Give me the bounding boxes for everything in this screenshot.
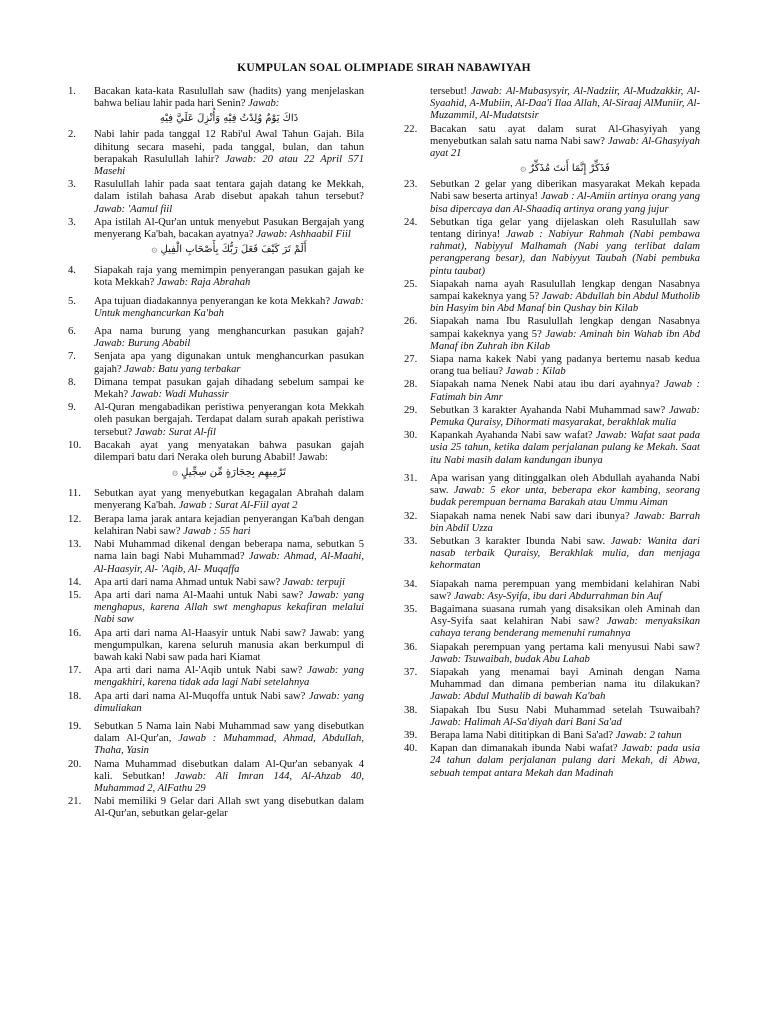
question-text: Apa nama burung yang menghancurkan pasukan gajah? Jawab: Burung Ababil [94, 326, 364, 350]
question-text: Siapakah nama nenek Nabi saw dari ibunya? Jawab: Barrah bin Abdil Uzza [430, 510, 700, 534]
answer-text: Jawab : Fatimah bin Amr [430, 379, 700, 403]
question-item [68, 514, 364, 538]
question-item [404, 217, 700, 278]
question-item [404, 430, 700, 467]
question-number: 15. [68, 589, 82, 601]
answer-text: Jawab : Kilab [505, 366, 566, 378]
question-item [68, 217, 364, 241]
question-number: 11. [68, 488, 81, 500]
question-text: Apa tujuan diadakannya penyerangan ke kota Mekkah? Jawab: Untuk menghancurkan Ka'bah [94, 295, 364, 319]
question-item [68, 691, 364, 715]
question-item [68, 326, 364, 350]
question-text: Siapakah yang menamai bayi Aminah dengan Nama Muhammad dan dimana pemberian nama itu dilakukan? Jawab: Abdul Muthalib di bawah Ka'bah [430, 666, 700, 703]
question-text: Siapakah Ibu Susu Nabi Muhammad setelah Tsuwaibah? Jawab: Halimah Al-Sa'diyah dari Bani Sa'ad [430, 704, 700, 728]
question-number: 19. [68, 720, 82, 732]
question-number: 12. [68, 513, 82, 525]
question-item [68, 539, 364, 576]
question-text: Apa arti dari nama Al-Muqoffa untuk Nabi saw? Jawab: yang dimuliakan [94, 690, 364, 714]
answer-text: Jawab: 20 atau 22 April 571 Masehi [94, 153, 364, 178]
answer-text: Jawab : Nabiyur Rahmah (Nabi pembawa rahmat), Nabiyyul Malhamah (Nabi yang terlibat dalam perangperang besar), dan Nabiyyut Taubah (Nabi pembuka pintu taubat) [430, 229, 700, 277]
question-text: Sebutkan 3 karakter Ayahanda Nabi Muhammad saw? Jawab: Pemuka Quraisy, Dihormati masyarakat, berakhlak mulia [430, 404, 700, 429]
answer-text: Jawab : Surat Al-Fiil ayat 2 [178, 500, 298, 512]
question-number: 24. [404, 216, 418, 228]
question-number: 33. [404, 535, 418, 547]
answer-text: Jawab : 55 hari [183, 525, 251, 537]
question-number: 30. [404, 430, 418, 442]
question-number: 32. [404, 510, 418, 522]
answer-text: Jawab: Raja Abrahah [156, 277, 251, 289]
question-number: 29. [404, 404, 418, 416]
answer-text: Jawab: Ali Imran 144, Al-Ahzab 40, Muhammad 2, AlFathu 29 [94, 770, 364, 794]
answer-text: Jawab : Muhammad, Ahmad, Abdullah, Thaha, Yasin [94, 733, 364, 757]
answer-text: Jawab: pada usia 24 tahun dalam perjalanan pulang dari Mekah, di Abwa, sebuah tempat antara Mekah dan Madinah [430, 743, 700, 779]
question-number: 8. [68, 376, 76, 388]
question-text: Dimana tempat pasukan gajah dihadang sebelum sampai ke Mekah? Jawab: Wadi Muhassir [94, 376, 364, 401]
arabic-verse: فَذَكِّرْ إِنَّمَا أَنتَ مُذَكِّرٌ ۞ [520, 163, 610, 175]
question-text: Nabi memiliki 9 Gelar dari Allah swt yang disebutkan dalam Al-Qur'an, sebutkan gelar-gelar [94, 796, 364, 820]
question-text: Siapakah perempuan yang pertama kali menyusui Nabi saw? Jawab: Tsuwaibah, budak Abu Lahab [430, 641, 700, 665]
question-text: Kapan dan dimanakah ibunda Nabi wafat? Jawab: pada usia 24 tahun dalam perjalanan pulang dari Mekah, di Abwa, sebuah tempat antara Mekah dan Madinah [430, 743, 700, 779]
question-text: Kapankah Ayahanda Nabi saw wafat? Jawab: Wafat saat pada usia 25 tahun, ketika dalam perjalanan pulang ke Mekah. Saat itu Nabi masih dalam kandungan ibunya [430, 430, 701, 466]
answer-text: Jawab: Wadi Muhassir [130, 389, 229, 401]
question-number: 13. [68, 539, 82, 551]
question-text: Bacakan satu ayat dalam surat Al-Ghasyiyah yang menyebutkan salah satu nama Nabi saw? Jawab: Al-Ghasyiyah ayat 21 [430, 123, 700, 160]
question-item [404, 179, 700, 216]
question-text: Apa arti dari nama Al-'Aqib untuk Nabi saw? Jawab: yang mengakhiri, karena tidak ada lagi Nabi setelahnya [94, 665, 364, 689]
question-text: Sebutkan 5 Nama lain Nabi Muhammad saw yang disebutkan dalam Al-Qur'an, Jawab : Muhammad, Ahmad, Abdullah, Thaha, Yasin [94, 720, 364, 757]
question-number: 10. [68, 439, 82, 451]
question-number: 38. [404, 704, 418, 716]
right-column [404, 86, 700, 781]
question-text: Siapakah nama ayah Rasulullah lengkap dengan Nasabnya sampai kakeknya yang 5? Jawab: Abdullah bin Abdul Mutholib bin Hasyim bin Abd Manaf bin Qushay bin Kilab [430, 278, 700, 315]
question-number: 35. [404, 603, 418, 615]
question-number: 25. [404, 278, 418, 290]
question-number: 40. [404, 743, 418, 755]
question-item [404, 604, 700, 641]
question-item [68, 796, 364, 820]
question-item [404, 405, 700, 429]
question-text: Apa arti dari nama Al-Haasyir untuk Nabi saw? Jawab: yang mengumpulkan, karena seluruh manusia akan berkumpul di bawah kaki Nabi saw pada hari Kiamat [94, 627, 364, 663]
question-item [68, 721, 364, 758]
question-item [404, 316, 700, 353]
question-text: Siapakah nama perempuan yang membidani kelahiran Nabi saw? Jawab: Asy-Syifa, ibu dari Abdurrahman bin Auf [430, 578, 700, 602]
answer-text: Jawab: Abdullah bin Abdul Mutholib bin Hasyim bin Abd Manaf bin Qushay bin Kilab [430, 291, 700, 315]
answer-text: Jawab: 2 tahun [615, 729, 682, 741]
question-item [68, 296, 364, 320]
question-number: 31. [404, 472, 418, 484]
answer-text: Jawab: yang mengakhiri, karena tidak ada lagi Nabi setelahnya [94, 665, 364, 689]
question-number: 9. [68, 402, 76, 414]
question-text: Bacakah ayat yang menyatakan bahwa pasukan gajah dilempari batu dari Neraka oleh burung Ababil! Jawab: [94, 439, 364, 464]
question-item [404, 642, 700, 666]
question-number: 28. [404, 379, 418, 391]
question-text: Apa arti dari nama Al-Maahi untuk Nabi saw? Jawab: yang menghapus, karena Allah swt menghapus kekafiran melalui Nabi saw [94, 589, 364, 626]
question-item [404, 536, 700, 573]
answer-text: Jawab : Al-Amiin artinya orang yang bisa dipercaya dan Al-Shaadiq artinya orang yang jujur [430, 191, 700, 215]
question-item [68, 577, 364, 589]
question-item [68, 440, 364, 464]
question-number: 23. [404, 179, 418, 191]
answer-text: Jawab: 'Aamul fiil [94, 203, 173, 215]
question-number [404, 86, 430, 123]
question-item [68, 590, 364, 627]
answer-text: Jawab: Asy-Syifa, ibu dari Abdurrahman bin Auf [453, 590, 662, 602]
question-text: Bagaimana suasana rumah yang disaksikan oleh Aminah dan Asy-Syifa saat kelahiran Nabi saw? Jawab: menyaksikan cahaya terang benderang memenuhi rumahnya [430, 603, 701, 640]
question-item [404, 667, 700, 704]
question-text: Apa arti dari nama Ahmad untuk Nabi saw? Jawab: terpuji [94, 576, 345, 588]
answer-text: Jawab: Al-Mubasysyir, Al-Nadziir, Al-Mudzakkir, Al-Syaahid, A-Mubiin, Al-Daa'i Ilaa Allah, Al-Siraaj AlMuniir, Al-Muzammil, Al-Mudatstsir [430, 86, 701, 122]
question-item [404, 730, 700, 742]
question-number: 6. [68, 326, 76, 338]
question-text: Berapa lama jarak antara kejadian penyerangan Ka'bah dengan kelahiran Nabi saw? Jawab : 55 hari [94, 513, 364, 537]
question-text: Siapakah raja yang memimpin penyerangan pasukan gajah ke kota Mekkah? Jawab: Raja Abrahah [94, 265, 364, 289]
question-number: 18. [68, 690, 82, 702]
question-text: Nabi Muhammad dikenal dengan beberapa nama, sebutkan 5 nama lain bagi Nabi Muhammad? Jawab: Ahmad, Al-Maahi, Al-Haasyir, Al- 'Aqib, Al- Muqaffa [94, 539, 364, 575]
question-item [404, 473, 700, 510]
question-item [68, 351, 364, 375]
answer-text: Jawab: terpuji [282, 576, 345, 588]
question-text: Sebutkan 2 gelar yang diberikan masyarakat Mekah kepada Nabi saw beserta artinya! Jawab : Al-Amiin artinya orang yang bisa dipercaya dan Al-Shaadiq artinya orang yang jujur [430, 179, 700, 215]
question-text: Senjata apa yang digunakan untuk menghancurkan pasukan gajah? Jawab: Batu yang terbakar [94, 351, 364, 375]
answer-text: Jawab: Barrah bin Abdil Uzza [430, 510, 700, 534]
question-text: Sebutkan 3 karakter Ibunda Nabi saw. Jawab: Wanita dari nasab terbaik Quraisy, Berakhlak mulia, dan menjaga kehormatan [430, 535, 700, 572]
question-text: Siapakah nama Ibu Rasulullah lengkap dengan Nasabnya sampai kakeknya yang 5? Jawab: Aminah bin Wahab ibn Abd Manaf ibn Zuhrah ibn Kilab [430, 316, 700, 352]
question-text: Al-Quran mengabadikan peristiwa penyerangan kota Mekkah oleh pasukan bergajah. Terdapat dalam surah apakah peristiwa tersebut? Jawab: Surat Al-fil [94, 402, 364, 438]
answer-text: Jawab: 5 ekor unta, beberapa ekor kambing, seorang budak perempuan bernama Barakah atau Ummu Aiman [430, 485, 700, 509]
answer-text: Jawab: Al-Ghasyiyah ayat 21 [430, 135, 700, 160]
answer-text: Jawab: Batu yang terbakar [124, 363, 241, 375]
question-number: 39. [404, 729, 418, 741]
question-number: 22. [404, 123, 418, 135]
question-item [68, 129, 364, 178]
question-item [404, 511, 700, 535]
question-number: 3. [68, 216, 76, 228]
question-item [68, 759, 364, 796]
question-number: 3. [68, 179, 76, 191]
page-title: KUMPULAN SOAL OLIMPIADE SIRAH NABAWIYAH [237, 62, 531, 74]
answer-text: Jawab: Halimah Al-Sa'diyah dari Bani Sa'ad [430, 716, 622, 728]
question-text: Bacakan kata-kata Rasulullah saw (hadits) yang menjelaskan bahwa beliau lahir pada hari Senin? Jawab: [94, 86, 364, 110]
question-text: Sebutkan ayat yang menyebutkan kegagalan Abrahah dalam menyerang Ka'bah. Jawab : Surat Al-Fiil ayat 2 [94, 488, 364, 512]
answer-text: Jawab: Ahmad, Al-Maahi, Al-Haasyir, Al- 'Aqib, Al- Muqaffa [94, 551, 364, 575]
question-text: Berapa lama Nabi dititipkan di Bani Sa'ad? Jawab: 2 tahun [430, 729, 682, 741]
question-item [404, 379, 700, 403]
question-number: 37. [404, 666, 418, 678]
answer-text: Jawab: Untuk menghancurkan Ka'bah [94, 295, 364, 319]
question-number: 14. [68, 576, 82, 588]
answer-text: Jawab: Ashhaabil Fiil [256, 229, 351, 241]
question-number: 4. [68, 265, 76, 277]
question-number: 34. [404, 578, 418, 590]
question-text: Nama Muhammad disebutkan dalam Al-Qur'an sebanyak 4 kali. Sebutkan! Jawab: Ali Imran 144, Al-Ahzab 40, Muhammad 2, AlFathu 29 [94, 758, 364, 794]
question-number: 36. [404, 641, 418, 653]
question-item [68, 377, 364, 401]
answer-text: Jawab: menyaksikan cahaya terang benderang memenuhi rumahnya [430, 616, 701, 640]
question-text: tersebut! Jawab: Al-Mubasysyir, Al-Nadziir, Al-Mudzakkir, Al-Syaahid, A-Mubiin, Al-Daa'i Ilaa Allah, Al-Siraaj AlMuniir, Al-Muzammil, Al-Mudatstsir [430, 86, 701, 122]
question-number: 16. [68, 627, 82, 639]
question-number: 21. [68, 796, 82, 808]
question-item [404, 579, 700, 603]
question-item [404, 743, 700, 780]
answer-text: Jawab: Tsuwaibah, budak Abu Lahab [430, 653, 590, 665]
question-number: 2. [68, 129, 76, 141]
answer-text: Jawab: Burung Ababil [94, 338, 191, 350]
question-item [68, 86, 364, 110]
question-item [68, 665, 364, 689]
question-continuation [404, 86, 700, 123]
question-item [68, 402, 364, 439]
answer-text: Jawab: Abdul Muthalib di bawah Ka'bah [430, 691, 606, 703]
question-number: 26. [404, 316, 418, 328]
question-number: 20. [68, 758, 82, 770]
question-text: Sebutkan tiga gelar yang dijelaskan oleh Rasulullah saw tentang dirinya! Jawab : Nabiyur Rahmah (Nabi pembawa rahmat), Nabiyyul Malhamah (Nabi yang terlibat dalam perangperang besar), dan Nabiyyut Taubah (Nabi pembuka pintu taubat) [430, 216, 700, 277]
question-number: 1. [68, 86, 76, 97]
answer-text: Jawab: Aminah bin Wahab ibn Abd Manaf ibn Zuhrah ibn Kilab [430, 328, 700, 352]
question-item [68, 628, 364, 665]
question-text: Siapakah nama Nenek Nabi atau ibu dari ayahnya? Jawab : Fatimah bin Amr [430, 379, 700, 403]
question-item [404, 354, 700, 378]
question-item [68, 179, 364, 216]
question-item [404, 124, 700, 161]
question-item [404, 279, 700, 316]
answer-text: Jawab: yang dimuliakan [94, 690, 364, 714]
question-item [404, 705, 700, 729]
question-number: 27. [404, 354, 418, 366]
question-number: 7. [68, 351, 76, 363]
question-item [68, 488, 364, 512]
question-text: Rasulullah lahir pada saat tentara gajah datang ke Mekkah, dalam istilah bahasa Arab disebut apakah tahun tersebut? Jawab: 'Aamul fiil [94, 179, 364, 215]
question-text: Siapa nama kakek Nabi yang padanya bertemu nasab kedua orang tua beliau? Jawab : Kilab [430, 354, 700, 378]
answer-text: Jawab: yang menghapus, karena Allah swt menghapus kekafiran melalui Nabi saw [94, 589, 364, 626]
question-text: Apa istilah Al-Qur'an untuk menyebut Pasukan Bergajah yang menyerang Ka'bah, bacakan ayatnya? Jawab: Ashhaabil Fiil [94, 216, 364, 241]
question-text: Apa warisan yang ditinggalkan oleh Abdullah ayahanda Nabi saw. Jawab: 5 ekor unta, beberapa ekor kambing, seorang budak perempuan bernama Barakah atau Ummu Aiman [430, 472, 700, 509]
question-number: 5. [68, 295, 76, 307]
question-item [68, 265, 364, 289]
question-number: 17. [68, 665, 82, 677]
answer-text: Jawab: Wanita dari nasab terbaik Quraisy, Berakhlak mulia, dan menjaga kehormatan [430, 535, 700, 572]
answer-text: Jawab: Surat Al-fil [134, 426, 216, 438]
answer-text: Jawab: Wafat saat pada usia 25 tahun, ketika dalam perjalanan pulang ke Mekah. Saat itu Nabi masih dalam kandungan ibunya [430, 430, 701, 466]
left-column [68, 86, 364, 822]
question-text: Nabi lahir pada tanggal 12 Rabi'ul Awal Tahun Gajah. Bila dihitung secara masehi, pada tanggal, bulan, dan tahun berapakah Rasulullah lahir? Jawab: 20 atau 22 April 571 Masehi [94, 129, 364, 178]
answer-text: Jawab: Pemuka Quraisy, Dihormati masyarakat, berakhlak mulia [430, 404, 700, 429]
arabic-verse: ذَاكَ يَوْمٌ وُلِدْتُ فِيْهِ وَأُنْزِلَ عَلَيَّ فِيْهِ [159, 113, 299, 125]
answer-text: Jawab: [248, 98, 280, 110]
arabic-verse: تَرْمِيهِم بِحِجَارَةٍ مِّن سِجِّيلٍ ۞ [172, 467, 286, 479]
arabic-verse: أَلَمْ تَرَ كَيْفَ فَعَلَ رَبُّكَ بِأَصْحَابِ الْفِيلِ ۞ [151, 244, 307, 256]
